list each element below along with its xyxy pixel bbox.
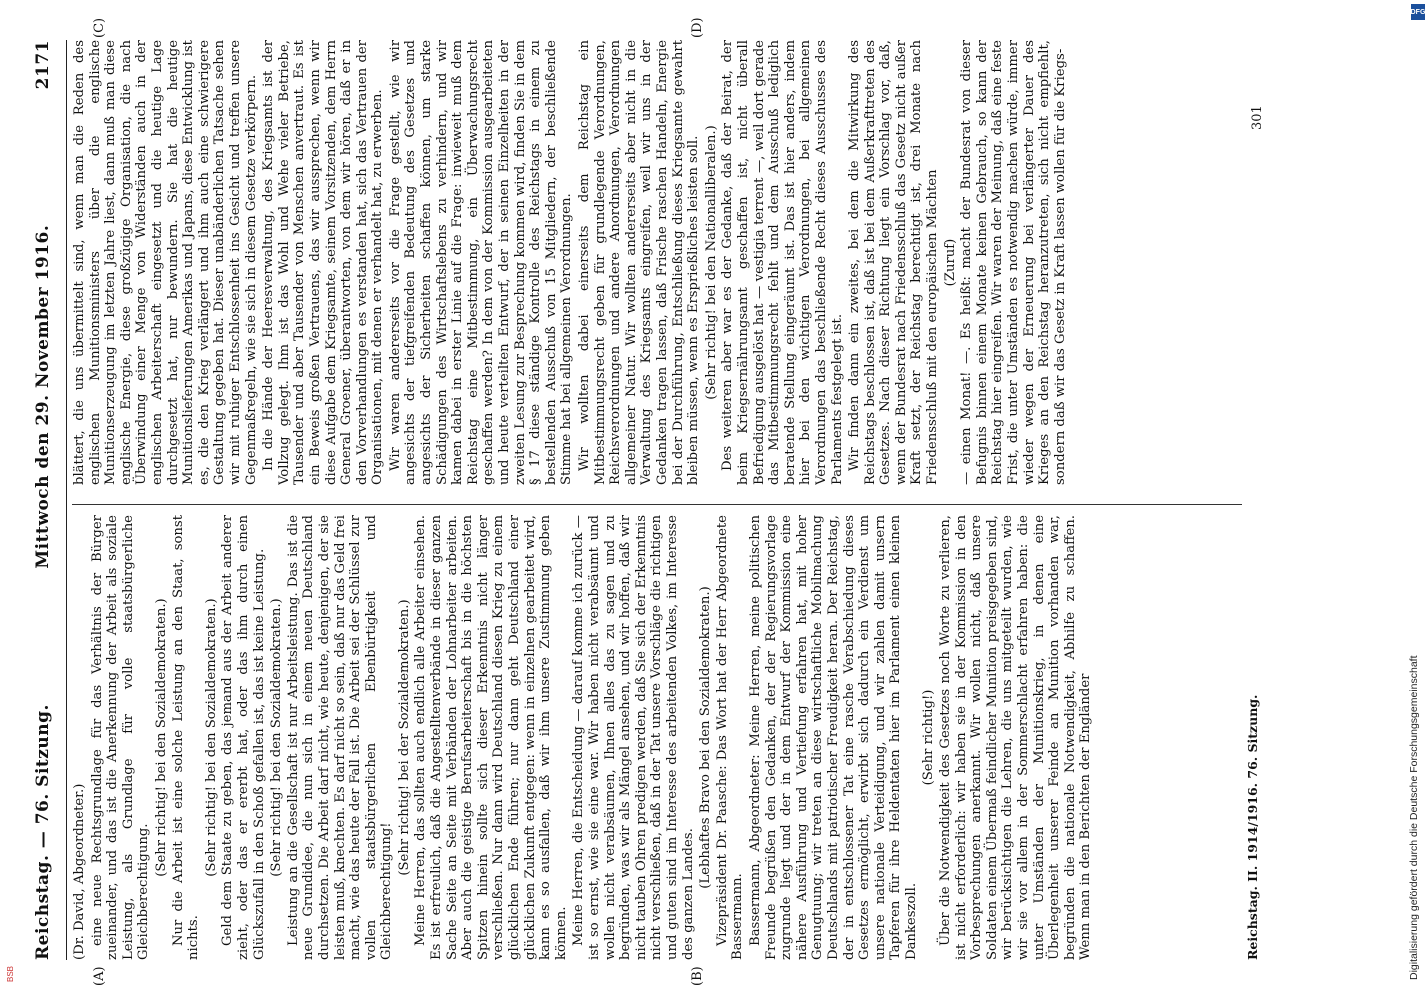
paragraph: Leistung an die Gesellschaft ist nur Arbeitsleistung. Das ist die neue Grundidee, die nun sich in einem neuen Deutschland durchsetzen. Die Arbeit darf nicht, wie heute, denjenigen, der sie leisten muß, knechten. Es darf nicht so sein, daß nur das Geld frei macht, wie das heute der Fall ist. Die Arbeit sei der Schlüssel zur vollen staatsbürgerlichen Ebenbürtigkeit und Gleichberechtigung! [285, 515, 395, 960]
paragraph: Wir wollten dabei einerseits dem Reichstag ein Mitbestimmungsrecht geben für grundlegende Verordnungen, Reichsverordnungen und andere Anordnungen, Verordnungen allgemeiner Natur. Wir wollten andererseits aber nicht in die Verwaltung des Kriegsamts eingreifen, weil wir uns in der Gedanken tragen lassen, daß Frische raschen Handeln, Energie bei der Durchführung, Entschließung dieses Kriegsamte gewahrt bleiben müssen, wenn es Ersprießliches leisten soll. [577, 40, 702, 485]
footer-signature: Reichstag. II. 1914/1916. 76. Sitzung. [1245, 694, 1260, 960]
interjection: (Sehr richtig! bei den Sozialdemokraten.) [269, 598, 285, 877]
paragraph: In die Hände der Heeresverwaltung, des Kriegsamts ist der Vollzug gelegt. Ihm ist das Wohl und Wehe vieler Betriebe, Tausender und aber Tausender von Menschen anvertraut. Es ist ein Beweis großen Vertrauens, das wir aussprechen, wenn wir diese Aufgabe dem Kriegsamte, seinem Vorsitzenden, dem Herrn General Groener, überantworten, von dem wir hören, daß er in den Vorverhandlungen es verstanden hat, sich das Vertrauen der Organisationen, mit denen er verhandelt hat, zu erwerben. [261, 40, 386, 485]
page-number: 2171 [33, 40, 53, 90]
paragraph: Geld dem Staate zu geben, das jemand aus der Arbeit anderer zieht, oder das er ererbt hat, oder das ihm durch einen Glückszufall in den Schoß gefallen ist, das ist keine Leistung. [220, 515, 267, 960]
column-divider [72, 504, 1242, 505]
page-header [24, 40, 62, 960]
digitization-credit: Digitalisierung gefördert durch die Deutsche Forschungsgemeinschaft [1408, 655, 1420, 980]
paragraph: blättert, die uns übermittelt sind, wenn man die Reden des englischen Munitionsministers über die englische Munitionserzeugung im letzten Jahre liest, dann muß man diese englische Energie, diese großzügige Organisation, die nach Überwindung einer Menge von Widerständen auch in der englischen Arbeiterschaft eingesetzt und die heutige Lage durchgesetzt hat, nur bewundern. Sie hat die heutige Munitionslieferungen Amerikas und Japans, diese Entwicklung ist es, die den Krieg verlängert und ihm auch eine schwierigere Gestaltung gegeben hat. Dieser unabänderlichen Tatsache sehen wir mit ruhiger Entschlossenheit ins Gesicht und treffen unsere Gegenmaßregeln, wie sie sich in diesem Gesetze verkörpern. [72, 40, 259, 485]
interjection: (Lebhaftes Bravo bei den Sozialdemokraten.) [698, 586, 714, 889]
paragraph: Meine Herren, die Entscheidung — darauf komme ich zurück — ist so ernst, wie sie eine war. Wir haben nicht verabsäumt und wollen nicht verabsäumen, Ihnen alles das zu sagen und zu begründen, was wir als Mängel ansehen, und wir hoffen, daß wir nicht tauben Ohren predigen werden, daß Sie sich der Erkenntnis nicht verschließen, daß in der Tat unsere Vorschläge die richtigen und guten sind im Interesse des arbeitenden Volkes, im Interesse des ganzen Landes. [571, 515, 696, 960]
dfg-logo-icon: DFG [1411, 4, 1425, 20]
paragraph: Über die Notwendigkeit des Gesetzes noch Worte zu verlieren, ist nicht erforderlich: wir haben sie in der Kommission in den Vorbesprechungen anerkannt. Wir wollen nicht, daß unsere Soldaten einem Übermaß feindlicher Munition preisgegeben sind, wir berücksichtigen die Lehren, die uns mitgeteilt wurden, wie wir sie vor allem in der Sommerschlacht erfahren haben: die unter Umständen der Munitionskrieg, in denen eine Überlegenheit unserer Feinde an Munition vorhanden war, begründen die nationale Notwendigkeit, Abhilfe zu schaffen. Wenn man in den Berichten der Engländer [938, 515, 1094, 960]
margin-marker-a: (A) [92, 966, 107, 986]
header-date: Mittwoch den 29. November 1916. [33, 224, 53, 569]
paragraph: Wir finden dann ein zweites, bei dem die Mitwirkung des Reichstags beschlossen ist, daß ist bei dem Außerkrafttreten des Gesetzes. Nach dieser Richtung liegt ein Vorschlag vor, daß, wenn der Bundesrat nach Friedensschluß das Gesetz nicht außer Kraft setzt, der Reichstag berechtigt ist, drei Monate nach Friedensschluß mit den europäischen Mächten [847, 40, 941, 485]
margin-marker-c: (C) [92, 17, 107, 38]
library-stamp: BSB [6, 965, 15, 982]
interjection: (Zuruf) [942, 238, 958, 287]
paragraph: Des weiteren aber war es der Gedanke, daß der Beirat, der beim Kriegsernährungsamt geschaffen ist, nicht überall Befriedigung ausgelöst hat — vestigia terrent —, weil dort gerade das Mitbestimmungsrecht fehlt und dem Ausschuß lediglich beratende Stellung eingeräumt ist. Das ist hier anders, indem hier bei den wichtigen Verordnungen, bei allgemeinen Verordnungen das beschließende Recht dieses Ausschusses des Parlaments festgelegt ist. [720, 40, 845, 485]
paragraph: Bassermann, Abgeordneter: Meine Herren, meine politischen Freunde begrüßen den Gedanken, der der Regierungsvorlage zugrunde liegt und der in dem Entwurf der Kommission eine nähere Ausführung und Vertiefung erfahren hat, mit hoher Genugtuung; wir treten an diese wirtschaftliche Mobilmachung Deutschlands mit patriotischer Freudigkeit heran. Der Reichstag, der in entschlossener Tat eine rasche Verabschiedung dieses Gesetzes ermöglicht, erwirbt sich dadurch ein Verdienst um unsere nationale Verteidigung, und wir zahlen damit unsern Tapferen für ihre Heldentaten hier im Parlament einen kleinen Dankeszoll. [747, 515, 919, 960]
right-column [72, 40, 1242, 485]
header-left: Reichstag. — 76. Sitzung. [33, 704, 53, 960]
interjection: (Sehr richtig! bei der Sozialdemokraten.) [396, 599, 412, 876]
paragraph: Wir waren andererseits vor die Frage gestellt, wie wir angesichts der tiefgreifenden Bedeutung des Gesetzes und angesichts der Sicherheiten schaffen können, um starke Schädigungen des Wirtschaftslebens zu verhindern, und wir kamen dabei in erster Linie auf die Frage: inwieweit muß dem Reichstag eine Mitbestimmung, ein Überwachungsrecht geschaffen werden? In dem von der Kommission ausgearbeiteten und heute verteilten Entwurf, der in seinen Einzelheiten in der zweiten Lesung zur Besprechung kommen wird, finden Sie in dem § 17 diese ständige Kontrolle des Reichstags in einem zu bestellenden Ausschuß von 15 Mitgliedern, der beschließende Stimme hat bei allgemeinen Verordnungen. [387, 40, 575, 485]
paragraph: Vizepräsident Dr. Paasche: Das Wort hat der Herr Abgeordnete Bassermann. [714, 515, 746, 960]
header-rule [66, 40, 67, 960]
interjection: (Sehr richtig! bei den Nationalliberalen.) [703, 125, 719, 400]
interjection: (Sehr richtig! bei den Sozialdemokraten.) [153, 598, 169, 877]
paragraph: Nur die Arbeit ist eine solche Leistung an den Staat, sonst nichts. [170, 515, 202, 960]
interjection: (Sehr richtig!) [921, 689, 937, 786]
paragraph: eine neue Rechtsgrundlage für das Verhältnis der Bürger zueinander, und das ist die Anerkennung der Arbeit als soziale Leistung, als Grundlage für volle staatsbürgerliche Gleichberechtigung. [89, 515, 152, 960]
interjection: (Sehr richtig! bei den Sozialdemokraten.) [203, 598, 219, 877]
margin-marker-b: (B) [690, 966, 705, 986]
margin-marker-d: (D) [690, 17, 705, 38]
speaker-line: (Dr. David, Abgeordneter.) [72, 783, 87, 960]
paragraph: — einen Monat! —. Es heißt: macht der Bundesrat von dieser Befugnis binnen einem Monate keinen Gebrauch, so kann der Reichstag hier eingreifen. Wir waren der Meinung, daß eine feste Frist, die unter Umständen es notwendig machen würde, immer wieder wegen der Erneuerung bei verlängerter Dauer des Krieges an den Reichstag heranzutreten, sich nicht empfiehlt, sondern daß wir das Gesetz in Kraft lassen wollen für die Kriegs- [959, 40, 1068, 485]
paragraph: Meine Herren, das sollten auch endlich alle Arbeiter einsehen. Es ist erfreulich, daß die Angestelltenverbände in dieser ganzen Sache Seite an Seite mit Verbänden der Lohnarbeiter arbeiten. Aber auch die geistige Berufsarbeiterschaft bis in die höchsten Spitzen hinein sollte sich dieser Erkenntnis nicht länger verschließen. Nur dann wird Deutschland diesen Krieg zu einem glücklichen Ende führen; nur dann geht Deutschland einer glücklichen Zukunft entgegen: wenn in einzelnen gearbeitet wird, kann es so ausfallen, daß wir ihm unsere Zustimmung geben können. [413, 515, 569, 960]
sheet-number: 301 [1250, 105, 1265, 130]
left-column [72, 515, 1242, 960]
